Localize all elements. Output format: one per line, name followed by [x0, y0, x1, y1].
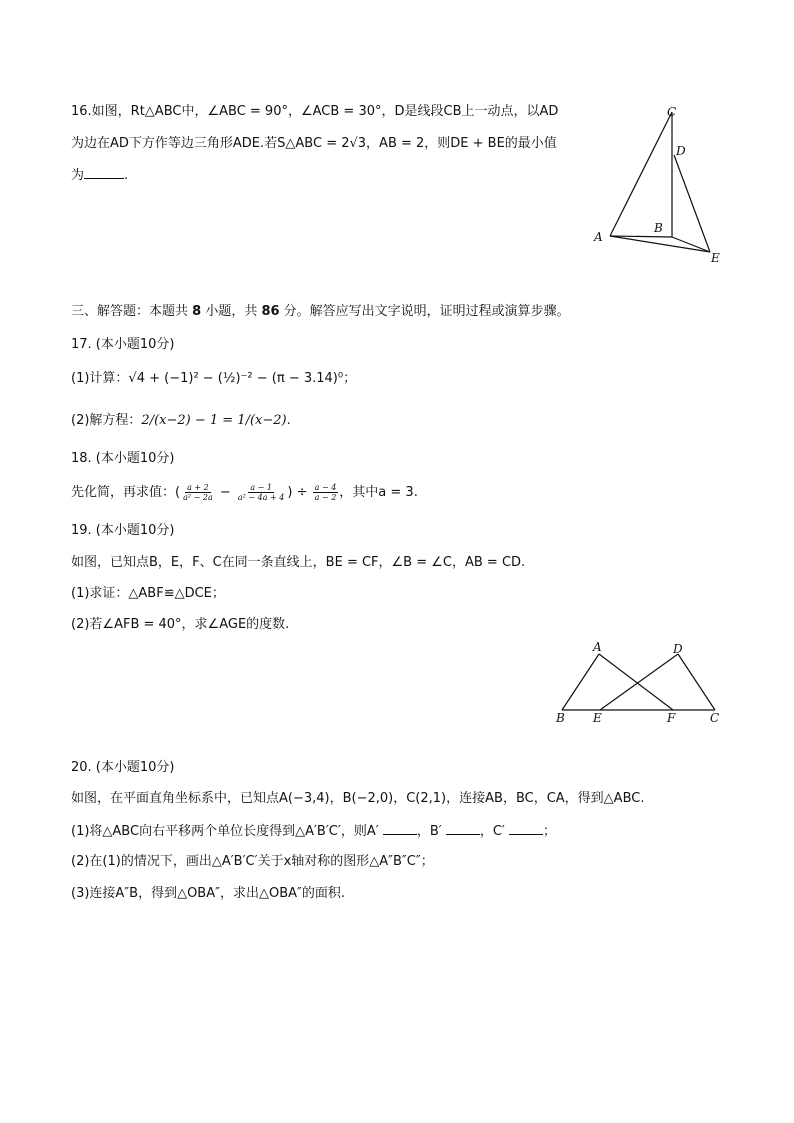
section-3-heading	[71, 303, 570, 321]
section-3-count: 8	[192, 304, 202, 319]
q19-label-B: B	[556, 711, 565, 725]
q16-segment-AE	[610, 236, 710, 252]
q17-part-2-expression: 2/(x−2) − 1 = 1/(x−2).	[141, 413, 291, 428]
q16-line-3	[71, 166, 128, 185]
q19-header: 19. (本小题10分)	[71, 523, 175, 538]
q19-figure	[552, 640, 732, 730]
q19-label-D: D	[673, 642, 683, 656]
q16-label-A: A	[594, 230, 603, 244]
q20-part-1	[71, 822, 556, 841]
q20-answer-blank-B	[446, 822, 480, 835]
q18-text-suffix: ，其中a = 3.	[339, 485, 418, 500]
section-3-heading-mid: 小题，共	[201, 304, 262, 319]
q19-label-F: F	[667, 711, 676, 725]
q20-part-1-c: ，C′	[479, 824, 505, 839]
q16-line-3-prefix: 为	[71, 168, 85, 183]
q20-part-3: (3)连接A″B，得到△OBA″，求出△OBA″的面积.	[71, 886, 346, 901]
q19-segment-DE	[600, 654, 678, 710]
q18-header: 18. (本小题10分)	[71, 451, 175, 466]
q18-fraction-2: $\frac{a - 1}{\text{a² − 4a + 4}}$	[237, 483, 285, 502]
q19-segment-DC	[678, 654, 715, 710]
section-3-heading-pre: 三、解答题：本题共	[71, 304, 193, 319]
q16-segment-AB	[610, 236, 672, 237]
q19-part-1: (1)求证：△ABF≌△DCE；	[71, 586, 225, 601]
q20-part-2: (2)在(1)的情况下，画出△A′B′C′关于x轴对称的图形△A″B″C″；	[71, 854, 434, 869]
q16-answer-blank	[84, 166, 124, 179]
q16-segment-DE	[674, 155, 710, 252]
q19-label-E: E	[593, 711, 602, 725]
q18-fraction-1: $\frac{a + 2}{\text{a² − 2a}}$	[183, 483, 213, 502]
q17-part-1-label: (1)计算：	[71, 371, 129, 386]
q16-figure	[590, 100, 730, 270]
q16-line-2: 为边在AD下方作等边三角形ADE.若S△ABC = 2√3，AB = 2，则DE + BE的最小值	[71, 136, 557, 151]
q16-line-3-suffix: .	[124, 168, 129, 183]
q19-segment-AF	[599, 654, 673, 710]
q16-segment-BE	[672, 237, 710, 252]
q20-part-1-b: ，B′	[416, 824, 442, 839]
q18-fraction-3: $\frac{a - 4}{a - 2}$	[314, 483, 337, 502]
q17-part-1-expression: √4 + (−1)² − (½)⁻² − (π − 3.14)⁰；	[128, 371, 357, 386]
q16-line-1: 16.如图，Rt△ABC中，∠ABC = 90°，∠ACB = 30°，D是线段CB上一动点，以AD	[71, 104, 559, 119]
q17-part-1	[71, 370, 356, 388]
section-3-heading-post: 分。解答应写出文字说明，证明过程或演算步骤。	[279, 304, 570, 319]
q19-label-A: A	[593, 640, 602, 654]
q20-header: 20. (本小题10分)	[71, 760, 175, 775]
q20-answer-blank-C	[509, 822, 543, 835]
q20-answer-blank-A	[383, 822, 417, 835]
section-3-score: 86	[261, 304, 280, 319]
q19-segment-AB	[562, 654, 599, 710]
q19-stem: 如图，已知点B，E，F、C在同一条直线上，BE = CF，∠B = ∠C，AB = CD.	[71, 555, 526, 570]
q20-stem: 如图，在平面直角坐标系中，已知点A(−3,4)，B(−2,0)，C(2,1)，连接AB，BC，CA，得到△ABC.	[71, 791, 645, 806]
q17-part-2-label: (2)解方程：	[71, 413, 142, 428]
q20-part-1-pre: (1)将△ABC向右平移两个单位长度得到△A′B′C′，则A′	[71, 824, 379, 839]
q18-problem: 先化简，再求值：( $\frac{a + 2}{\text{a² − 2a}}$ − $\frac{a - 1}{\text{a² − 4a + 4}}$ ) ÷ $\frac{a - 4}{a - 2}$ ，其中a = 3.	[71, 483, 418, 502]
q17-header: 17. (本小题10分)	[71, 337, 175, 352]
q17-part-2	[71, 412, 291, 430]
q20-part-1-end: ；	[543, 824, 557, 839]
q16-label-B: B	[654, 221, 663, 235]
q18-text-prefix: 先化简，再求值：	[71, 485, 176, 500]
q16-label-D: D	[676, 144, 686, 158]
q19-label-C: C	[710, 711, 720, 725]
q16-segment-CA	[610, 112, 672, 236]
q16-label-E: E	[711, 251, 720, 265]
q19-part-2: (2)若∠AFB = 40°，求∠AGE的度数.	[71, 617, 290, 632]
q16-label-C: C	[667, 105, 677, 119]
